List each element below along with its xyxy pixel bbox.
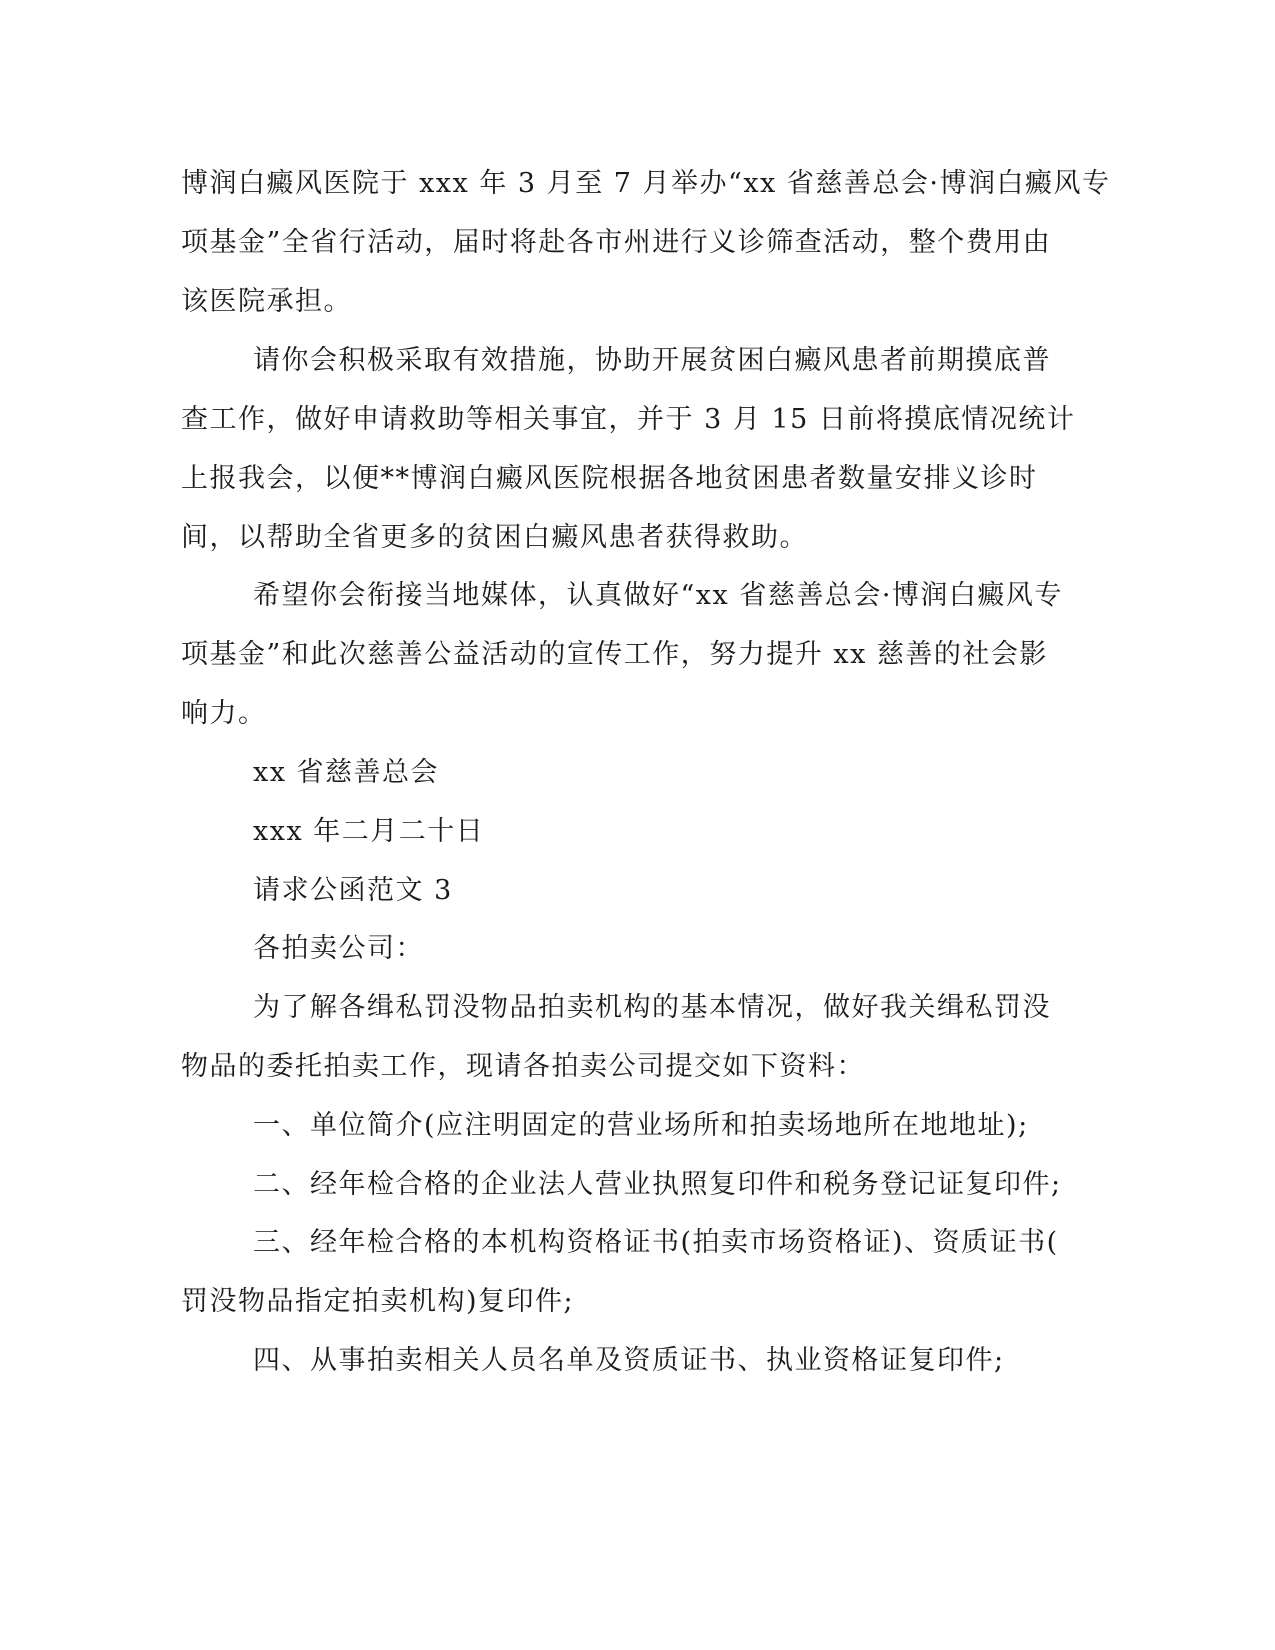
paragraph-1-line-1: 博润白癜风医院于 xxx 年 3 月至 7 月举办“xx 省慈善总会·博润白癜风专 [181, 168, 1111, 199]
list-item-4: 四、从事拍卖相关人员名单及资质证书、执业资格证复印件; [253, 1345, 1005, 1376]
signature-organization: xx 省慈善总会 [253, 757, 440, 788]
paragraph-3-line-3: 响力。 [181, 698, 267, 729]
paragraph-1-line-3: 该医院承担。 [181, 286, 352, 317]
paragraph-4-line-2: 物品的委托拍卖工作，现请各拍卖公司提交如下资料： [181, 1051, 865, 1082]
paragraph-3-line-1: 希望你会衔接当地媒体，认真做好“xx 省慈善总会·博润白癜风专 [253, 580, 1063, 611]
paragraph-2-line-3: 上报我会，以便**博润白癜风医院根据各地贫困患者数量安排义诊时 [181, 463, 1038, 494]
list-item-3-line-2: 罚没物品指定拍卖机构)复印件; [181, 1286, 575, 1317]
list-item-2: 二、经年检合格的企业法人营业执照复印件和税务登记证复印件; [253, 1169, 1062, 1200]
paragraph-4-line-1: 为了解各缉私罚没物品拍卖机构的基本情况，做好我关缉私罚没 [253, 992, 1051, 1023]
salutation: 各拍卖公司： [253, 933, 424, 964]
paragraph-2-line-4: 间，以帮助全省更多的贫困白癜风患者获得救助。 [181, 522, 808, 553]
paragraph-1-line-2: 项基金”全省行活动，届时将赴各市州进行义诊筛查活动，整个费用由 [181, 227, 1052, 258]
paragraph-2-line-1: 请你会积极采取有效措施，协助开展贫困白癜风患者前期摸底普 [253, 345, 1051, 376]
list-item-1: 一、单位简介(应注明固定的营业场所和拍卖场地所在地地址); [253, 1110, 1029, 1141]
paragraph-3-line-2: 项基金”和此次慈善公益活动的宣传工作，努力提升 xx 慈善的社会影 [181, 639, 1048, 670]
section-heading: 请求公函范文 3 [253, 875, 453, 906]
signature-date: xxx 年二月二十日 [253, 816, 485, 847]
paragraph-2-line-2: 查工作，做好申请救助等相关事宜，并于 3 月 15 日前将摸底情况统计 [181, 404, 1076, 435]
list-item-3-line-1: 三、经年检合格的本机构资格证书(拍卖市场资格证)、资质证书( [253, 1227, 1059, 1258]
